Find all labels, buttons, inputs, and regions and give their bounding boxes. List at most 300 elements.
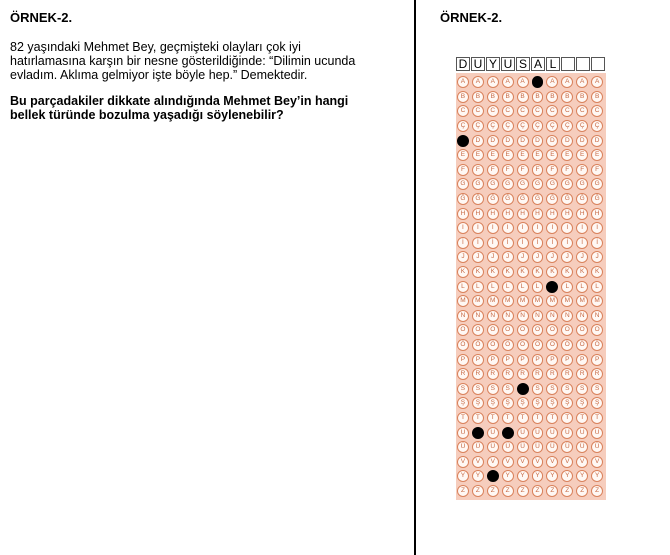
bubble[interactable]: Y (532, 470, 544, 482)
bubble[interactable]: H (532, 208, 544, 220)
bubble[interactable]: Ğ (532, 193, 544, 205)
bubble[interactable]: Ğ (546, 193, 558, 205)
bubble[interactable]: P (546, 354, 558, 366)
bubble[interactable]: V (561, 456, 573, 468)
bubble[interactable]: R (457, 368, 469, 380)
bubble[interactable]: G (546, 178, 558, 190)
bubble[interactable]: G (457, 178, 469, 190)
bubble[interactable]: Ğ (457, 193, 469, 205)
bubble[interactable]: Ş (502, 397, 514, 409)
bubble[interactable]: F (546, 164, 558, 176)
bubble[interactable]: D (502, 135, 514, 147)
bubble[interactable]: İ (561, 237, 573, 249)
bubble[interactable]: H (487, 208, 499, 220)
bubble[interactable]: G (561, 178, 573, 190)
bubble[interactable]: İ (487, 237, 499, 249)
bubble[interactable]: J (532, 251, 544, 263)
bubble[interactable]: E (502, 149, 514, 161)
bubble[interactable]: R (561, 368, 573, 380)
bubble[interactable]: G (487, 178, 499, 190)
bubble[interactable]: L (472, 281, 484, 293)
bubble[interactable]: Ç (472, 120, 484, 132)
bubble[interactable]: Y (546, 470, 558, 482)
bubble[interactable]: R (472, 368, 484, 380)
bubble[interactable]: S (532, 383, 544, 395)
bubble[interactable]: T (561, 412, 573, 424)
bubble[interactable]: T (576, 412, 588, 424)
bubble[interactable]: E (517, 149, 529, 161)
bubble[interactable]: Z (487, 485, 499, 497)
bubble[interactable]: Ö (561, 339, 573, 351)
bubble[interactable]: Ş (576, 397, 588, 409)
bubble[interactable]: I (472, 222, 484, 234)
answer-box[interactable]: U (471, 57, 485, 71)
answer-box[interactable]: L (546, 57, 560, 71)
bubble[interactable]: Ö (472, 339, 484, 351)
bubble[interactable]: Ö (517, 339, 529, 351)
bubble[interactable]: C (457, 105, 469, 117)
bubble[interactable]: V (532, 456, 544, 468)
bubble[interactable]: F (517, 164, 529, 176)
bubble[interactable]: Ö (487, 339, 499, 351)
bubble-filled[interactable]: A (532, 76, 544, 88)
bubble[interactable]: O (517, 324, 529, 336)
bubble[interactable]: N (576, 310, 588, 322)
bubble[interactable]: M (561, 295, 573, 307)
bubble[interactable]: Y (576, 470, 588, 482)
bubble[interactable]: C (561, 105, 573, 117)
bubble[interactable]: B (472, 91, 484, 103)
bubble[interactable]: F (502, 164, 514, 176)
bubble[interactable]: Y (591, 470, 603, 482)
bubble[interactable]: V (502, 456, 514, 468)
bubble[interactable]: N (472, 310, 484, 322)
bubble[interactable]: Z (532, 485, 544, 497)
bubble[interactable]: K (457, 266, 469, 278)
bubble[interactable]: C (532, 105, 544, 117)
answer-box[interactable]: D (456, 57, 470, 71)
bubble[interactable]: P (472, 354, 484, 366)
bubble[interactable]: K (502, 266, 514, 278)
bubble[interactable]: R (517, 368, 529, 380)
bubble[interactable]: H (457, 208, 469, 220)
bubble[interactable]: Ğ (561, 193, 573, 205)
bubble[interactable]: Z (472, 485, 484, 497)
bubble[interactable]: Ş (546, 397, 558, 409)
bubble[interactable]: D (517, 135, 529, 147)
bubble[interactable]: L (576, 281, 588, 293)
bubble[interactable]: Y (457, 470, 469, 482)
bubble[interactable]: B (591, 91, 603, 103)
bubble[interactable]: Ç (457, 120, 469, 132)
bubble[interactable]: C (576, 105, 588, 117)
bubble[interactable]: Ğ (487, 193, 499, 205)
bubble[interactable]: I (517, 222, 529, 234)
bubble[interactable]: F (561, 164, 573, 176)
bubble[interactable]: Ü (517, 441, 529, 453)
bubble[interactable]: L (517, 281, 529, 293)
bubble[interactable]: T (487, 412, 499, 424)
bubble[interactable]: Z (561, 485, 573, 497)
bubble[interactable]: H (591, 208, 603, 220)
bubble[interactable]: Ç (576, 120, 588, 132)
bubble[interactable]: E (561, 149, 573, 161)
bubble[interactable]: T (472, 412, 484, 424)
bubble[interactable]: B (457, 91, 469, 103)
bubble[interactable]: Z (546, 485, 558, 497)
bubble[interactable]: Ü (532, 441, 544, 453)
bubble[interactable]: G (576, 178, 588, 190)
bubble[interactable]: O (591, 324, 603, 336)
bubble[interactable]: Ö (576, 339, 588, 351)
bubble[interactable]: A (487, 76, 499, 88)
bubble[interactable]: R (487, 368, 499, 380)
bubble[interactable]: E (472, 149, 484, 161)
answer-box[interactable]: Y (486, 57, 500, 71)
bubble[interactable]: H (517, 208, 529, 220)
bubble[interactable]: U (487, 427, 499, 439)
bubble[interactable]: L (457, 281, 469, 293)
bubble[interactable]: V (487, 456, 499, 468)
bubble[interactable]: A (591, 76, 603, 88)
bubble[interactable]: J (457, 251, 469, 263)
bubble[interactable]: Z (517, 485, 529, 497)
bubble[interactable]: F (532, 164, 544, 176)
answer-box[interactable]: U (501, 57, 515, 71)
bubble[interactable]: L (591, 281, 603, 293)
bubble[interactable]: İ (532, 237, 544, 249)
bubble[interactable]: Z (502, 485, 514, 497)
bubble[interactable]: G (502, 178, 514, 190)
bubble[interactable]: A (517, 76, 529, 88)
bubble[interactable]: R (532, 368, 544, 380)
bubble[interactable]: O (532, 324, 544, 336)
bubble[interactable]: M (502, 295, 514, 307)
bubble[interactable]: J (591, 251, 603, 263)
bubble[interactable]: S (502, 383, 514, 395)
bubble[interactable]: Ö (546, 339, 558, 351)
bubble[interactable]: C (546, 105, 558, 117)
bubble[interactable]: Ö (457, 339, 469, 351)
bubble[interactable]: R (591, 368, 603, 380)
bubble-filled[interactable]: L (546, 281, 558, 293)
bubble[interactable]: P (532, 354, 544, 366)
bubble[interactable]: I (502, 222, 514, 234)
bubble[interactable]: İ (546, 237, 558, 249)
bubble[interactable]: V (591, 456, 603, 468)
bubble[interactable]: Ç (546, 120, 558, 132)
bubble[interactable]: Ç (591, 120, 603, 132)
bubble[interactable]: D (546, 135, 558, 147)
bubble[interactable]: D (591, 135, 603, 147)
bubble[interactable]: O (502, 324, 514, 336)
bubble[interactable]: J (561, 251, 573, 263)
bubble-filled[interactable]: Y (487, 470, 499, 482)
bubble[interactable]: C (487, 105, 499, 117)
bubble[interactable]: T (546, 412, 558, 424)
bubble[interactable]: G (591, 178, 603, 190)
bubble[interactable]: I (532, 222, 544, 234)
bubble[interactable]: Ö (502, 339, 514, 351)
bubble[interactable]: G (517, 178, 529, 190)
bubble[interactable]: S (546, 383, 558, 395)
bubble[interactable]: I (561, 222, 573, 234)
bubble[interactable]: K (532, 266, 544, 278)
bubble[interactable]: P (457, 354, 469, 366)
bubble[interactable]: E (532, 149, 544, 161)
bubble[interactable]: R (546, 368, 558, 380)
bubble[interactable]: Ü (561, 441, 573, 453)
bubble[interactable]: Ğ (576, 193, 588, 205)
bubble[interactable]: E (576, 149, 588, 161)
bubble[interactable]: F (487, 164, 499, 176)
bubble[interactable]: O (457, 324, 469, 336)
bubble[interactable]: M (487, 295, 499, 307)
bubble-filled[interactable]: D (457, 135, 469, 147)
bubble[interactable]: F (576, 164, 588, 176)
bubble[interactable]: H (576, 208, 588, 220)
bubble[interactable]: F (472, 164, 484, 176)
bubble[interactable]: L (532, 281, 544, 293)
bubble[interactable]: A (576, 76, 588, 88)
bubble[interactable]: Ğ (591, 193, 603, 205)
bubble[interactable]: L (487, 281, 499, 293)
bubble[interactable]: B (576, 91, 588, 103)
bubble[interactable]: Ğ (502, 193, 514, 205)
bubble[interactable]: P (487, 354, 499, 366)
bubble[interactable]: J (517, 251, 529, 263)
bubble[interactable]: S (472, 383, 484, 395)
bubble[interactable]: G (532, 178, 544, 190)
bubble[interactable]: S (487, 383, 499, 395)
bubble[interactable]: Ş (561, 397, 573, 409)
bubble[interactable]: C (502, 105, 514, 117)
bubble[interactable]: Ü (457, 441, 469, 453)
bubble[interactable]: E (591, 149, 603, 161)
bubble[interactable]: Ü (487, 441, 499, 453)
bubble[interactable]: L (561, 281, 573, 293)
bubble[interactable]: B (561, 91, 573, 103)
bubble[interactable]: N (532, 310, 544, 322)
bubble[interactable]: V (546, 456, 558, 468)
answer-box[interactable]: S (516, 57, 530, 71)
bubble[interactable]: C (517, 105, 529, 117)
bubble[interactable]: S (576, 383, 588, 395)
bubble[interactable]: Ş (457, 397, 469, 409)
bubble-filled[interactable]: S (517, 383, 529, 395)
bubble[interactable]: U (457, 427, 469, 439)
bubble[interactable]: A (502, 76, 514, 88)
bubble[interactable]: C (591, 105, 603, 117)
bubble[interactable]: S (457, 383, 469, 395)
bubble[interactable]: Ü (472, 441, 484, 453)
bubble[interactable]: M (532, 295, 544, 307)
bubble[interactable]: B (517, 91, 529, 103)
bubble[interactable]: Ç (517, 120, 529, 132)
bubble[interactable]: J (472, 251, 484, 263)
bubble[interactable]: J (487, 251, 499, 263)
bubble[interactable]: K (591, 266, 603, 278)
bubble[interactable]: N (502, 310, 514, 322)
bubble[interactable]: P (591, 354, 603, 366)
bubble[interactable]: Y (502, 470, 514, 482)
bubble[interactable]: U (561, 427, 573, 439)
bubble[interactable]: V (517, 456, 529, 468)
bubble[interactable]: İ (591, 237, 603, 249)
bubble[interactable]: E (487, 149, 499, 161)
bubble[interactable]: P (576, 354, 588, 366)
bubble[interactable]: A (561, 76, 573, 88)
bubble[interactable]: R (576, 368, 588, 380)
bubble[interactable]: L (502, 281, 514, 293)
bubble[interactable]: Ç (502, 120, 514, 132)
bubble[interactable]: Y (561, 470, 573, 482)
bubble[interactable]: V (472, 456, 484, 468)
bubble[interactable]: K (517, 266, 529, 278)
bubble[interactable]: M (472, 295, 484, 307)
bubble[interactable]: K (487, 266, 499, 278)
bubble[interactable]: P (517, 354, 529, 366)
bubble[interactable]: R (502, 368, 514, 380)
bubble[interactable]: Ğ (472, 193, 484, 205)
bubble[interactable]: Ğ (517, 193, 529, 205)
bubble[interactable]: O (487, 324, 499, 336)
bubble[interactable]: Y (517, 470, 529, 482)
bubble[interactable]: K (561, 266, 573, 278)
bubble[interactable]: K (546, 266, 558, 278)
bubble[interactable]: D (472, 135, 484, 147)
bubble[interactable]: Ö (591, 339, 603, 351)
bubble[interactable]: M (546, 295, 558, 307)
bubble[interactable]: B (546, 91, 558, 103)
bubble[interactable]: O (561, 324, 573, 336)
bubble[interactable]: T (457, 412, 469, 424)
bubble[interactable]: Ü (576, 441, 588, 453)
bubble[interactable]: O (546, 324, 558, 336)
bubble[interactable]: B (532, 91, 544, 103)
bubble[interactable]: P (561, 354, 573, 366)
bubble[interactable]: O (576, 324, 588, 336)
bubble[interactable]: T (591, 412, 603, 424)
bubble[interactable]: F (457, 164, 469, 176)
bubble[interactable]: I (457, 222, 469, 234)
bubble[interactable]: Ş (591, 397, 603, 409)
bubble[interactable]: A (546, 76, 558, 88)
bubble[interactable]: H (472, 208, 484, 220)
bubble[interactable]: M (591, 295, 603, 307)
answer-box[interactable] (561, 57, 575, 71)
bubble[interactable]: Ç (561, 120, 573, 132)
bubble[interactable]: İ (457, 237, 469, 249)
bubble[interactable]: H (502, 208, 514, 220)
bubble[interactable]: N (591, 310, 603, 322)
bubble[interactable]: I (487, 222, 499, 234)
answer-box[interactable] (591, 57, 605, 71)
bubble[interactable]: J (546, 251, 558, 263)
bubble[interactable]: E (546, 149, 558, 161)
bubble[interactable]: B (502, 91, 514, 103)
bubble[interactable]: I (546, 222, 558, 234)
bubble[interactable]: G (472, 178, 484, 190)
bubble[interactable]: M (576, 295, 588, 307)
bubble[interactable]: Z (457, 485, 469, 497)
bubble[interactable]: Ü (502, 441, 514, 453)
bubble[interactable]: U (546, 427, 558, 439)
bubble[interactable]: N (561, 310, 573, 322)
bubble[interactable]: A (457, 76, 469, 88)
bubble[interactable]: B (487, 91, 499, 103)
bubble[interactable]: A (472, 76, 484, 88)
answer-box[interactable] (576, 57, 590, 71)
bubble[interactable]: Ç (532, 120, 544, 132)
bubble[interactable]: K (576, 266, 588, 278)
bubble[interactable]: T (532, 412, 544, 424)
bubble[interactable]: T (517, 412, 529, 424)
bubble[interactable]: D (576, 135, 588, 147)
bubble[interactable]: V (457, 456, 469, 468)
bubble[interactable]: Z (576, 485, 588, 497)
bubble[interactable]: İ (576, 237, 588, 249)
bubble[interactable]: I (591, 222, 603, 234)
bubble[interactable]: Ş (517, 397, 529, 409)
bubble[interactable]: D (532, 135, 544, 147)
bubble[interactable]: E (457, 149, 469, 161)
bubble[interactable]: U (591, 427, 603, 439)
bubble[interactable]: H (546, 208, 558, 220)
bubble-filled[interactable]: U (502, 427, 514, 439)
bubble[interactable]: N (517, 310, 529, 322)
bubble[interactable]: S (591, 383, 603, 395)
bubble[interactable]: Ü (591, 441, 603, 453)
bubble-filled[interactable]: U (472, 427, 484, 439)
bubble[interactable]: Y (472, 470, 484, 482)
bubble[interactable]: Ç (487, 120, 499, 132)
bubble[interactable]: Ş (472, 397, 484, 409)
bubble[interactable]: N (457, 310, 469, 322)
bubble[interactable]: U (517, 427, 529, 439)
bubble[interactable]: T (502, 412, 514, 424)
bubble[interactable]: İ (517, 237, 529, 249)
bubble[interactable]: Z (591, 485, 603, 497)
bubble[interactable]: M (457, 295, 469, 307)
bubble[interactable]: O (472, 324, 484, 336)
answer-box[interactable]: A (531, 57, 545, 71)
bubble[interactable]: M (517, 295, 529, 307)
bubble[interactable]: J (576, 251, 588, 263)
bubble[interactable]: Ş (487, 397, 499, 409)
bubble[interactable]: Ş (532, 397, 544, 409)
bubble[interactable]: D (561, 135, 573, 147)
bubble[interactable]: N (546, 310, 558, 322)
bubble[interactable]: S (561, 383, 573, 395)
bubble[interactable]: Ü (546, 441, 558, 453)
bubble[interactable]: Ö (532, 339, 544, 351)
bubble[interactable]: H (561, 208, 573, 220)
bubble[interactable]: D (487, 135, 499, 147)
bubble[interactable]: I (576, 222, 588, 234)
bubble[interactable]: U (532, 427, 544, 439)
bubble[interactable]: F (591, 164, 603, 176)
bubble[interactable]: K (472, 266, 484, 278)
bubble[interactable]: J (502, 251, 514, 263)
bubble[interactable]: N (487, 310, 499, 322)
bubble[interactable]: U (576, 427, 588, 439)
bubble[interactable]: P (502, 354, 514, 366)
bubble[interactable]: İ (472, 237, 484, 249)
bubble[interactable]: İ (502, 237, 514, 249)
bubble[interactable]: V (576, 456, 588, 468)
bubble[interactable]: C (472, 105, 484, 117)
